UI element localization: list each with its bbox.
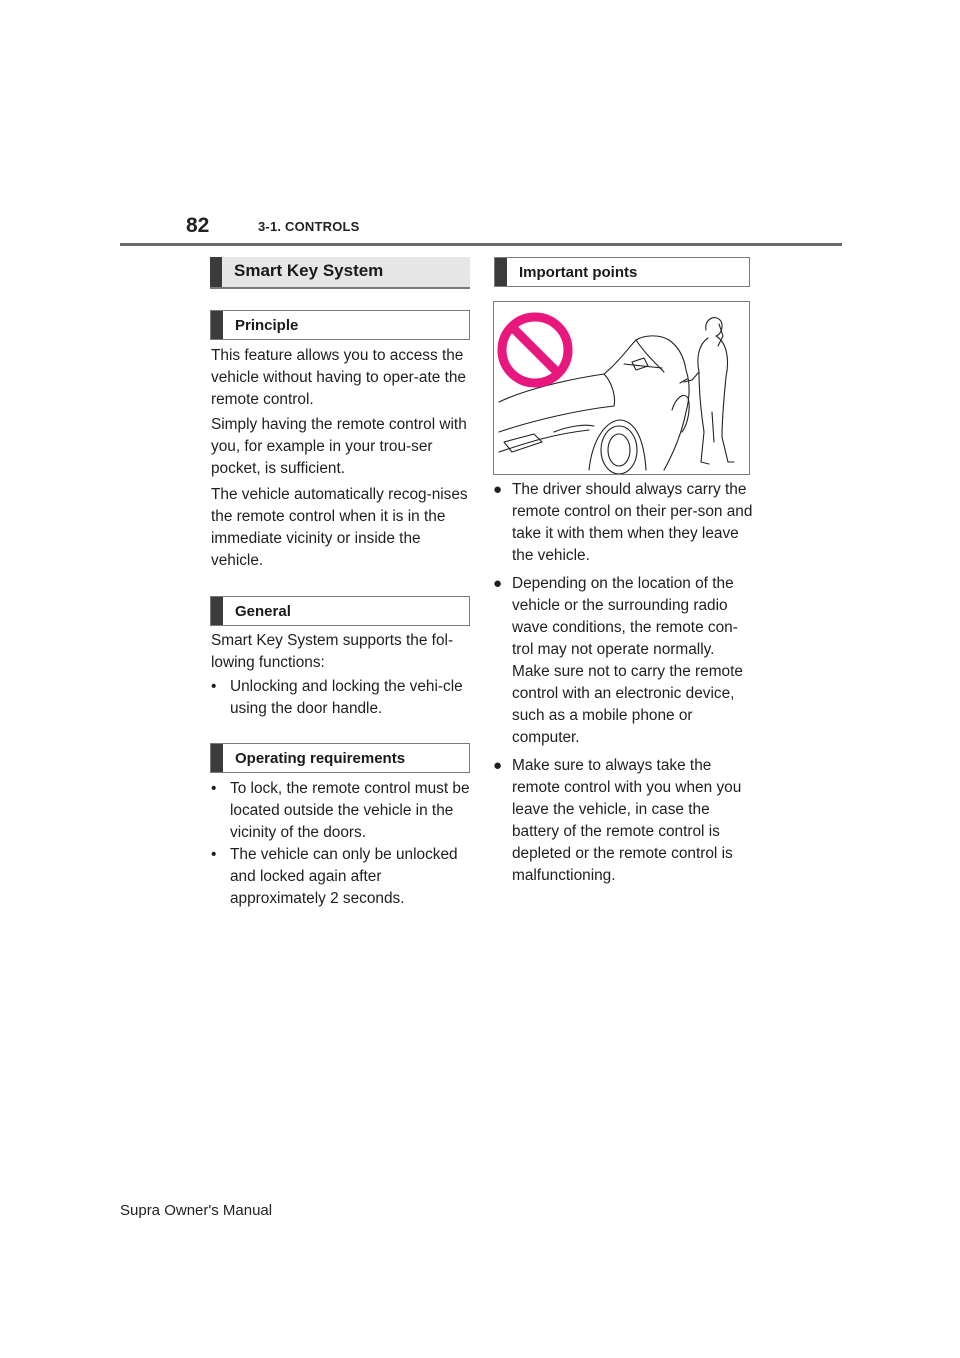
list-item: • The vehicle can only be unlocked and locked again after approximately 2 seconds. — [211, 846, 458, 907]
page-number: 82 — [186, 214, 210, 237]
list-item: • Unlocking and locking the vehi-cle using the door handle. — [211, 678, 463, 717]
list-item: ● The driver should always carry the remote control on their per-son and take it with them when they leave the vehicle. — [493, 481, 753, 564]
illustration-remote-control-warning — [493, 301, 750, 475]
list-item: • To lock, the remote control must be located outside the vehicle in the vicinity of the doors. — [211, 780, 470, 841]
subheading-label: Operating requirements — [235, 750, 406, 767]
section-heading-label: Smart Key System — [234, 261, 384, 280]
prohibition-icon — [502, 317, 568, 383]
header-divider — [120, 243, 842, 246]
subheading-bar — [211, 311, 223, 339]
principle-paragraph-1: This feature allows you to access the vehicle without having to oper-ate the remote control. — [211, 347, 466, 408]
general-list — [211, 676, 473, 720]
subheading-principle — [210, 310, 470, 340]
principle-paragraph-3: The vehicle automatically recog-nises the remote control when it is in the immediate vicinity or inside the vehicle. — [211, 486, 468, 569]
general-intro: Smart Key System supports the fol-lowing functions: — [211, 632, 454, 671]
subheading-label: General — [235, 603, 291, 620]
subheading-bar — [211, 744, 223, 772]
principle-paragraph-2: Simply having the remote control with you, for example in your trou-ser pocket, is sufficient. — [211, 416, 467, 477]
list-item: ● Depending on the location of the vehicle or the surrounding radio wave conditions, the remote con-trol may not operate normally. Make sure not to carry the remote control with an electronic device, such as a mobile phone or computer. — [493, 575, 743, 746]
manual-title: Supra Owner's Manual — [120, 1202, 273, 1219]
section-heading-smart-key-system — [210, 257, 470, 289]
important-points-list — [493, 479, 753, 893]
heading-bar — [210, 257, 222, 287]
subheading-general — [210, 596, 470, 626]
subheading-bar — [211, 597, 223, 625]
operating-list — [211, 778, 473, 910]
chapter-title: 3-1. CONTROLS — [258, 219, 360, 234]
subheading-operating-requirements — [210, 743, 470, 773]
car-and-person-illustration — [494, 302, 749, 474]
subheading-label: Important points — [519, 264, 638, 281]
subheading-important-points — [494, 257, 750, 287]
subheading-bar — [495, 258, 507, 286]
list-item: ● Make sure to always take the remote control with you when you leave the vehicle, in case the battery of the remote control is depleted or the remote control is malfunctioning. — [493, 757, 742, 884]
subheading-label: Principle — [235, 317, 299, 334]
